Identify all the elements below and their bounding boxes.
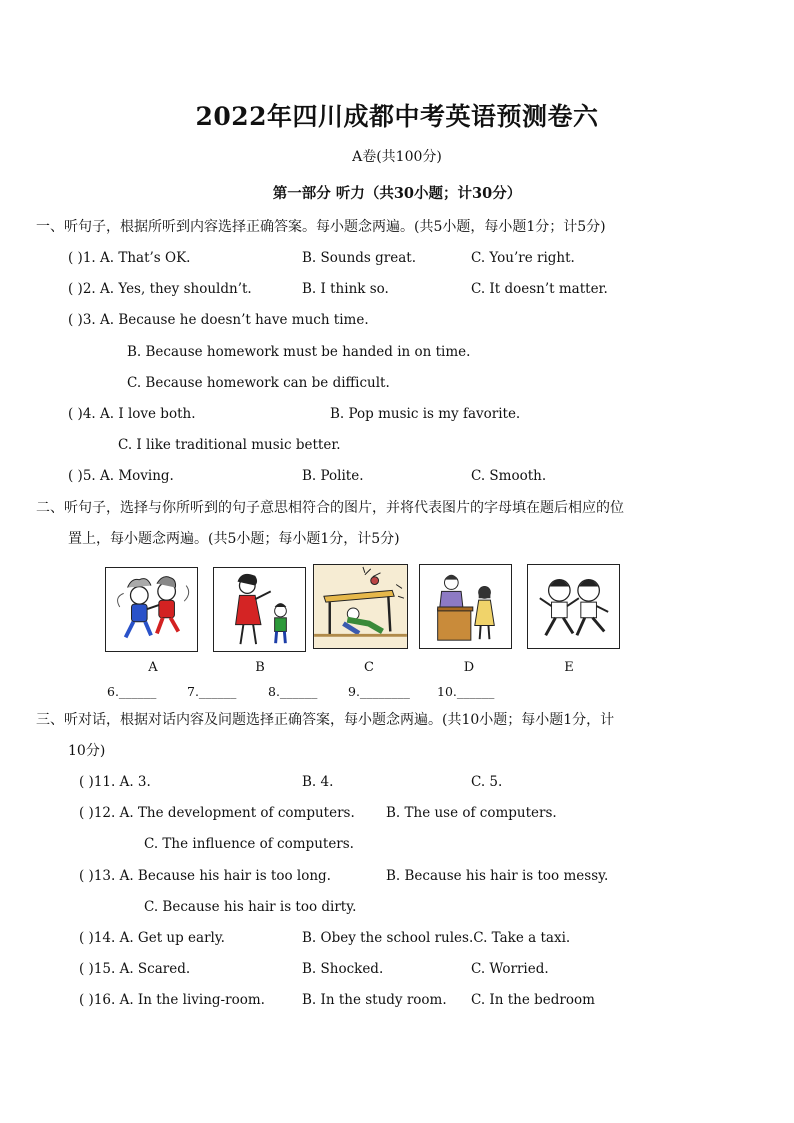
q14-option-a: ( )14. A. Get up early.: [79, 930, 225, 946]
section-1-heading: 一、听句子，根据所听到内容选择正确答案。每小题念两遍。(共5小题，每小题1分；计5分): [36, 219, 606, 235]
q12-option-c: C. The influence of computers.: [144, 836, 354, 852]
q5-option-b: B. Polite.: [302, 468, 364, 484]
picture-c-hiding-under-table: [313, 564, 408, 649]
q2-option-b: B. I think so.: [302, 281, 389, 297]
picture-label-e: E: [564, 660, 574, 675]
part-title: 第一部分 听力（共30小题；计30分）: [272, 185, 522, 202]
q15-option-c: C. Worried.: [471, 961, 549, 977]
q12-option-b: B. The use of computers.: [386, 805, 557, 821]
q11-option-a: ( )11. A. 3.: [79, 774, 151, 790]
q4-option-b: B. Pop music is my favorite.: [330, 406, 521, 422]
q14-option-b-c: B. Obey the school rules.C. Take a taxi.: [302, 930, 571, 946]
q13-option-b: B. Because his hair is too messy.: [386, 868, 609, 884]
answer-blank-10[interactable]: 10.______: [437, 684, 495, 699]
page-subtitle: A卷(共100分): [352, 149, 442, 165]
picture-label-b: B: [255, 660, 265, 675]
picture-a-children-playing: [105, 567, 198, 652]
q3-option-b: B. Because homework must be handed in on time.: [127, 344, 471, 360]
q15-option-a: ( )15. A. Scared.: [79, 961, 191, 977]
q5-option-c: C. Smooth.: [471, 468, 547, 484]
earthquake-table-icon: [314, 565, 407, 648]
teacher-desk-icon: [420, 565, 511, 648]
picture-label-d: D: [463, 660, 475, 675]
q1-option-a: ( )1. A. That’s OK.: [68, 250, 191, 266]
q15-option-b: B. Shocked.: [302, 961, 384, 977]
boys-running-icon: [528, 565, 619, 648]
answer-blank-8[interactable]: 8.______: [268, 684, 318, 699]
q16-option-a: ( )16. A. In the living-room.: [79, 992, 265, 1008]
mother-scolding-icon: [214, 568, 305, 651]
q1-option-c: C. You’re right.: [471, 250, 575, 266]
q13-option-a: ( )13. A. Because his hair is too long.: [79, 868, 331, 884]
picture-d-teacher-and-girl: [419, 564, 512, 649]
children-playing-icon: [106, 568, 197, 651]
answer-blank-6[interactable]: 6.______: [107, 684, 157, 699]
q16-option-b: B. In the study room.: [302, 992, 447, 1008]
q11-option-c: C. 5.: [471, 774, 503, 790]
picture-e-two-boys-running: [527, 564, 620, 649]
answer-blank-9[interactable]: 9.________: [348, 684, 410, 699]
page-title: 2022年四川成都中考英语预测卷六: [195, 102, 599, 131]
section-3-heading-line1: 三、听对话，根据对话内容及问题选择正确答案，每小题念两遍。(共10小题；每小题1分，计: [36, 712, 615, 728]
section-2-heading-line1: 二、听句子，选择与你所听到的句子意思相符合的图片，并将代表图片的字母填在题后相应的位: [36, 500, 624, 516]
picture-b-mother-scolding-boy: [213, 567, 306, 652]
q16-option-c: C. In the bedroom: [471, 992, 595, 1008]
q2-option-c: C. It doesn’t matter.: [471, 281, 608, 297]
q13-option-c: C. Because his hair is too dirty.: [144, 899, 357, 915]
picture-label-c: C: [364, 660, 374, 675]
q1-option-b: B. Sounds great.: [302, 250, 416, 266]
section-3-heading-line2: 10分): [68, 743, 106, 759]
q4-option-a: ( )4. A. I love both.: [68, 406, 196, 422]
q4-option-c: C. I like traditional music better.: [118, 437, 341, 453]
section-2-heading-line2: 置上，每小题念两遍。(共5小题；每小题1分，计5分): [68, 531, 400, 547]
q12-option-a: ( )12. A. The development of computers.: [79, 805, 355, 821]
answer-blank-7[interactable]: 7.______: [187, 684, 237, 699]
q5-option-a: ( )5. A. Moving.: [68, 468, 174, 484]
q3-option-c: C. Because homework can be difficult.: [127, 375, 390, 391]
q11-option-b: B. 4.: [302, 774, 334, 790]
q3-option-a: ( )3. A. Because he doesn’t have much time.: [68, 312, 369, 328]
picture-label-a: A: [148, 660, 158, 675]
q2-option-a: ( )2. A. Yes, they shouldn’t.: [68, 281, 252, 297]
